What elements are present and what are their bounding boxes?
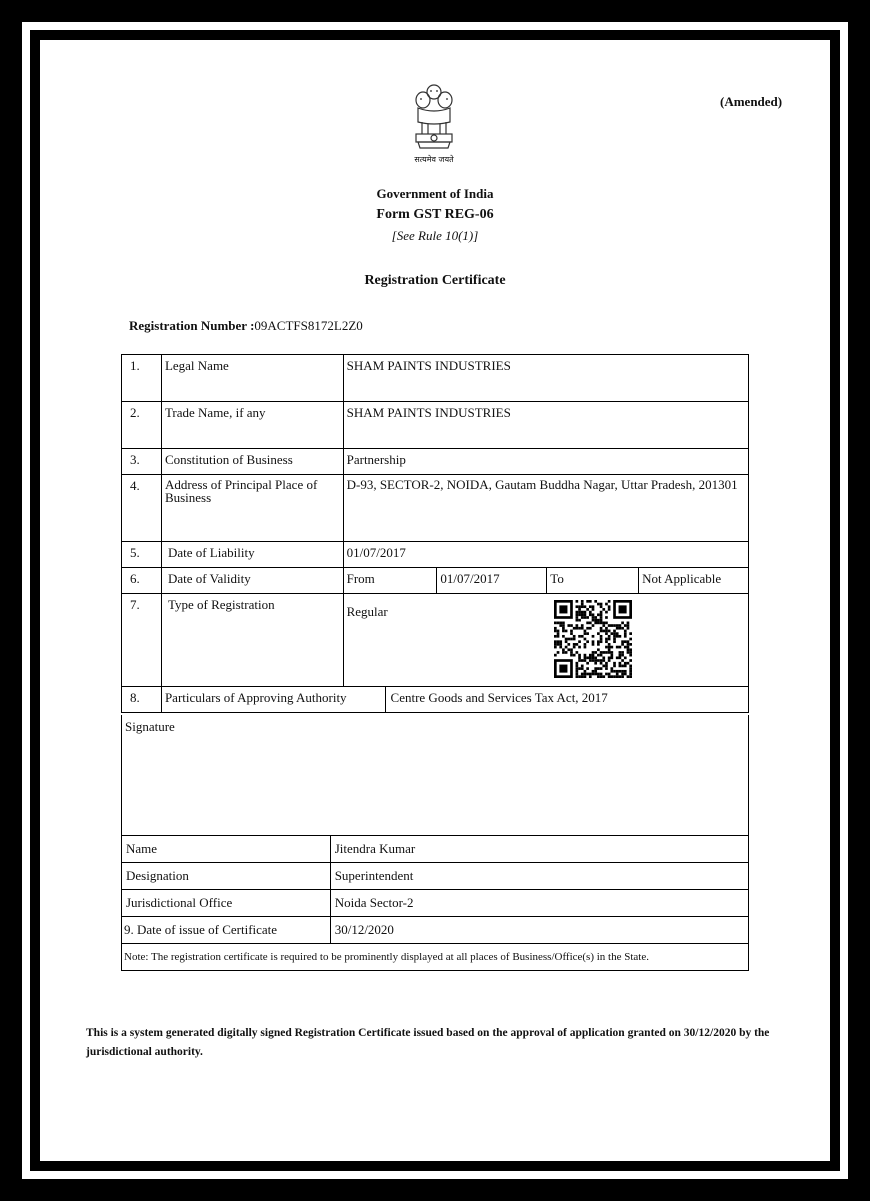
- issue-date-label: 9. Date of issue of Certificate: [122, 917, 331, 944]
- row-label: Constitution of Business: [161, 449, 343, 475]
- validity-to-label: To: [547, 568, 639, 594]
- national-emblem-icon: [404, 82, 464, 164]
- amended-label: (Amended): [720, 94, 783, 109]
- table-row: [122, 890, 749, 917]
- government-heading: Government of India: [376, 186, 494, 201]
- registration-type-value: Regular: [346, 604, 388, 619]
- emblem-motto: सत्यमेव जयते: [414, 155, 454, 164]
- designation-label: Designation: [122, 863, 331, 890]
- table-row: [122, 449, 749, 475]
- row-label: Legal Name: [161, 355, 343, 402]
- qr-code-icon: [554, 600, 632, 678]
- validity-from-value: 01/07/2017: [437, 568, 547, 594]
- row-label: Particulars of Approving Authority: [161, 687, 385, 713]
- validity-to-value: Not Applicable: [639, 568, 749, 594]
- table-row: [122, 475, 749, 542]
- trade-name-value: SHAM PAINTS INDUSTRIES: [343, 402, 748, 449]
- jurisdictional-office-label: Jurisdictional Office: [122, 890, 331, 917]
- certificate-details-table: [121, 354, 749, 713]
- row-label: Address of Principal Place of Business: [161, 475, 343, 542]
- jurisdictional-office-value: Noida Sector-2: [330, 890, 748, 917]
- signature-box: [121, 715, 749, 836]
- officer-name-value: Jitendra Kumar: [330, 836, 748, 863]
- signature-label: Signature: [125, 719, 175, 734]
- row-number: 7.: [122, 594, 162, 687]
- row-label: Date of Validity: [161, 568, 343, 594]
- designation-value: Superintendent: [330, 863, 748, 890]
- display-note: Note: The registration certificate is required to be prominently displayed at all places of Business/Office(s) in the State.: [122, 944, 749, 971]
- table-row: [122, 836, 749, 863]
- registration-number-line: [129, 318, 363, 334]
- registration-number-value: 09ACTFS8172L2Z0: [254, 318, 363, 333]
- row-label: Trade Name, if any: [161, 402, 343, 449]
- table-row: [122, 568, 749, 594]
- approving-authority-value: Centre Goods and Services Tax Act, 2017: [385, 687, 748, 713]
- certificate-page: [40, 40, 830, 1161]
- row-label: Date of Liability: [161, 542, 343, 568]
- row-number: 3.: [122, 449, 162, 475]
- table-row: [122, 917, 749, 944]
- row-number: 8.: [122, 687, 162, 713]
- form-title: Form GST REG-06: [376, 207, 494, 222]
- table-row: [122, 542, 749, 568]
- address-value: D-93, SECTOR-2, NOIDA, Gautam Buddha Nagar, Uttar Pradesh, 201301: [343, 475, 748, 542]
- constitution-value: Partnership: [343, 449, 748, 475]
- rule-reference: [See Rule 10(1)]: [391, 228, 479, 243]
- table-row: [122, 594, 749, 687]
- issue-date-value: 30/12/2020: [330, 917, 748, 944]
- digital-signature-statement: This is a system generated digitally signed Registration Certificate issued based on the approval of application granted on 30/12/2020 by the jurisdictional authority.: [86, 1027, 770, 1058]
- certificate-title: Registration Certificate: [364, 273, 506, 288]
- registration-number-label: Registration Number :: [129, 318, 255, 333]
- table-row: [122, 863, 749, 890]
- liability-date-value: 01/07/2017: [343, 542, 748, 568]
- table-row: [122, 402, 749, 449]
- legal-name-value: SHAM PAINTS INDUSTRIES: [343, 355, 748, 402]
- table-row: [122, 944, 749, 971]
- row-number: 4.: [122, 475, 162, 542]
- row-number: 6.: [122, 568, 162, 594]
- row-number: 1.: [122, 355, 162, 402]
- validity-from-label: From: [343, 568, 437, 594]
- officer-details-table: [121, 835, 749, 971]
- row-number: 2.: [122, 402, 162, 449]
- officer-name-label: Name: [122, 836, 331, 863]
- table-row: [122, 687, 749, 713]
- row-number: 5.: [122, 542, 162, 568]
- registration-type-cell: [343, 594, 748, 687]
- row-label: Type of Registration: [161, 594, 343, 687]
- table-row: [122, 355, 749, 402]
